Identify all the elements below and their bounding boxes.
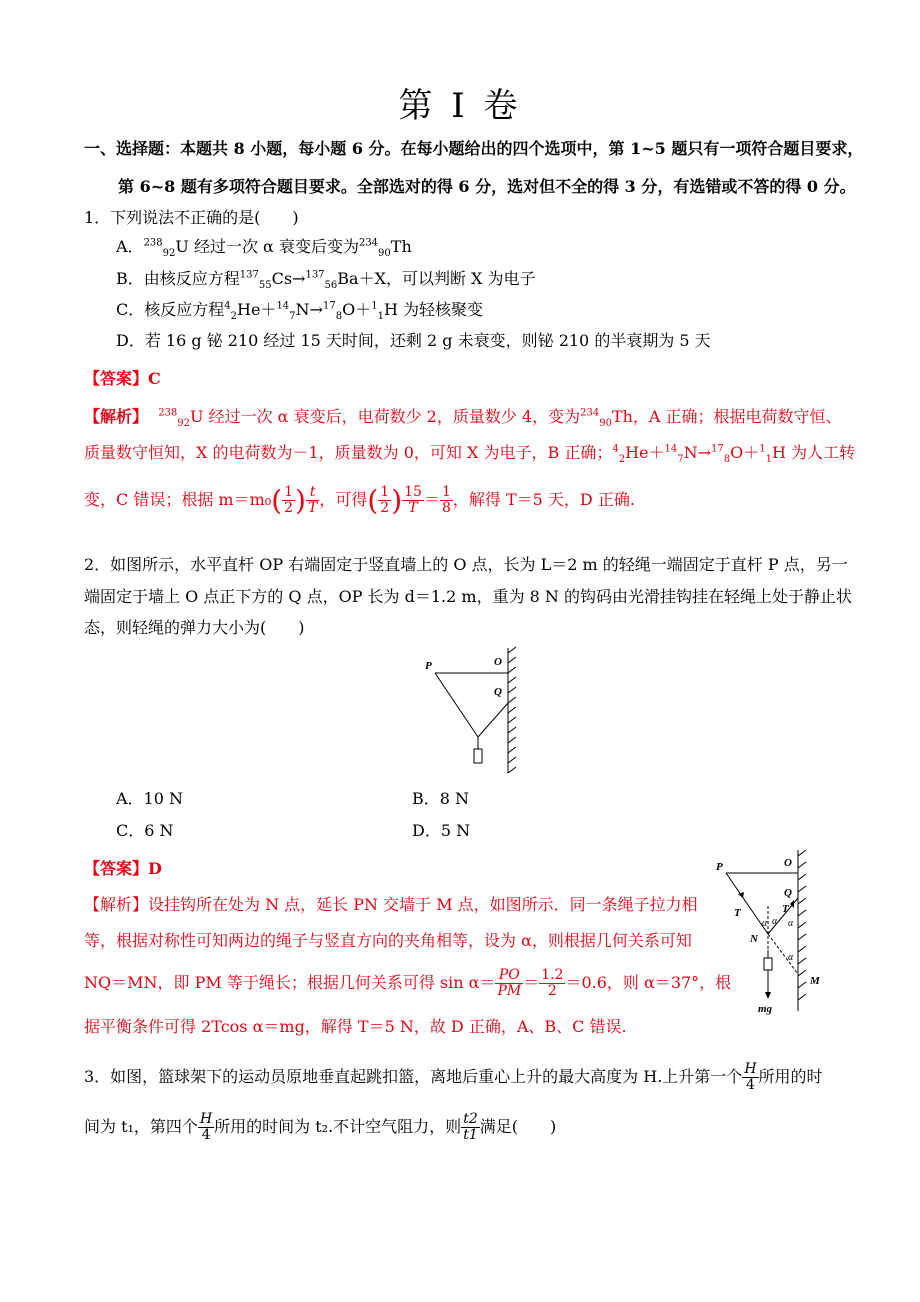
label-t-left: T — [734, 907, 741, 919]
q2-option-a: A．10 N — [116, 789, 184, 808]
q3-stem-line2: 间为 t₁，第四个 $\frac{H}{4}$ 所用的时间为 t₂.不计空气阻力，则 $\frac{t2}{t1}$ 满足( ) — [84, 1111, 557, 1143]
label-mg: mg — [758, 1003, 773, 1015]
label-o: O — [784, 857, 792, 869]
q2-option-b: B．8 N — [412, 789, 470, 808]
label-p: P — [425, 660, 432, 672]
label-alpha-3: α — [788, 918, 794, 929]
label-n: N — [750, 933, 758, 945]
hook-weight — [474, 749, 482, 763]
label-alpha-1: α — [762, 918, 768, 929]
hook-weight — [764, 958, 772, 970]
label-o: O — [494, 656, 502, 668]
q1-option-a: A．$^{238}_{92}$U 经过一次 α 衰变后变为$^{234}_{90}$Th — [116, 237, 412, 260]
q2-explanation-line4: 据平衡条件可得 2Tcos α＝mg，解得 T＝5 N，故 D 正确，A、B、C 错误. — [84, 1017, 627, 1036]
q2-figure — [420, 645, 530, 780]
rope-pn — [435, 673, 478, 737]
q1-explanation-line3: 变，C 错误；根据 m＝m₀( $\frac{1}{2}$ ) $\frac{t}{T}$ ，可得( $\frac{1}{2}$ ) $\frac{15}{T}$ ＝ $\frac{1}{8}$ ，解得 T＝5 天，D 正确. — [84, 484, 635, 517]
label-p: P — [716, 861, 723, 873]
q2-stem-line3: 态，则轻绳的弹力大小为( ) — [84, 618, 305, 637]
q2-answer: 【答案】D — [84, 859, 162, 878]
label-alpha-2: α — [772, 916, 778, 927]
tension-arrow-left — [738, 892, 744, 898]
q2-option-c: C．6 N — [116, 821, 174, 840]
q3-stem-line1: 3．如图，篮球架下的运动员原地垂直起跳扣篮，离地后重心上升的最大高度为 H.上升第一个 $\frac{H}{4}$ 所用的时 — [84, 1061, 823, 1093]
q2-option-d: D．5 N — [412, 821, 471, 840]
q1-stem: 1．下列说法不正确的是( ) — [84, 208, 299, 227]
label-q: Q — [494, 686, 502, 698]
page-title: 第 I 卷 — [398, 86, 522, 126]
q1-explanation-line2: 质量数守恒知，X 的电荷数为－1，质量数为 0，可知 X 为电子，B 正确；$^4_2$He＋$^{14}_7$N→$^{17}_8$O＋$^1_1$H 为人工转 — [84, 443, 856, 466]
section-heading-line2: 第 6~8 题有多项符合题目要求。全部选对的得 6 分，选对但不全的得 3 分，有选错或不答的得 0 分。 — [118, 177, 856, 196]
q2-stem-line2: 端固定于墙上 O 点正下方的 Q 点，OP 长为 d＝1.2 m，重为 8 N 的钩码由光滑挂钩挂在轻绳上处于静止状 — [84, 587, 853, 606]
q2-explanation-figure — [712, 846, 822, 1016]
q2-explanation-line2: 等，根据对称性可知两边的绳子与竖直方向的夹角相等，设为 α，则根据几何关系可知 — [84, 931, 692, 950]
gravity-arrow-head — [765, 992, 771, 999]
q1-option-c: C．核反应方程$^4_2$He＋$^{14}_7$N→$^{17}_8$O＋$^1_1$H 为轻核聚变 — [116, 300, 483, 323]
wall-hatch — [508, 647, 516, 773]
rope-qn — [478, 703, 508, 737]
section-heading-line1: 一、选择题：本题共 8 小题，每小题 6 分。在每小题给出的四个选项中，第 1~5 题只有一项符合题目要求， — [84, 139, 864, 158]
q1-option-d: D．若 16 g 铋 210 经过 15 天时间，还剩 2 g 未衰变，则铋 210 的半衰期为 5 天 — [116, 331, 711, 350]
q2-explanation-line1: 【解析】设挂钩所在处为 N 点，延长 PN 交墙于 M 点，如图所示．同一条绳子拉力相 — [84, 895, 698, 914]
q1-option-b: B．由核反应方程$^{137}_{55}$Cs→$^{137}_{56}$Ba＋X，可以判断 X 为电子 — [116, 269, 536, 292]
label-alpha-4: α — [788, 952, 794, 963]
label-m: M — [810, 975, 820, 987]
q2-explanation-line3: NQ＝MN，即 PM 等于绳长；根据几何关系可得 sin α＝ $\frac{PO}{PM}$ ＝ $\frac{1.2}{2}$ ＝0.6，则 α＝37°，根 — [84, 967, 732, 999]
q2-stem-line1: 2．如图所示，水平直杆 OP 右端固定于竖直墙上的 O 点，长为 L＝2 m 的轻绳一端固定于直杆 P 点，另一 — [84, 555, 848, 574]
label-t-right: T — [782, 903, 789, 915]
label-q: Q — [784, 887, 792, 899]
wall-hatch — [798, 850, 806, 1000]
q1-explanation-line1: 【解析】 $^{238}_{92}$U 经过一次 α 衰变后，电荷数少 2，质量数少 4，变为$^{234}_{90}$Th，A 正确；根据电荷数守恒、 — [84, 407, 842, 430]
q1-answer: 【答案】C — [84, 369, 161, 388]
